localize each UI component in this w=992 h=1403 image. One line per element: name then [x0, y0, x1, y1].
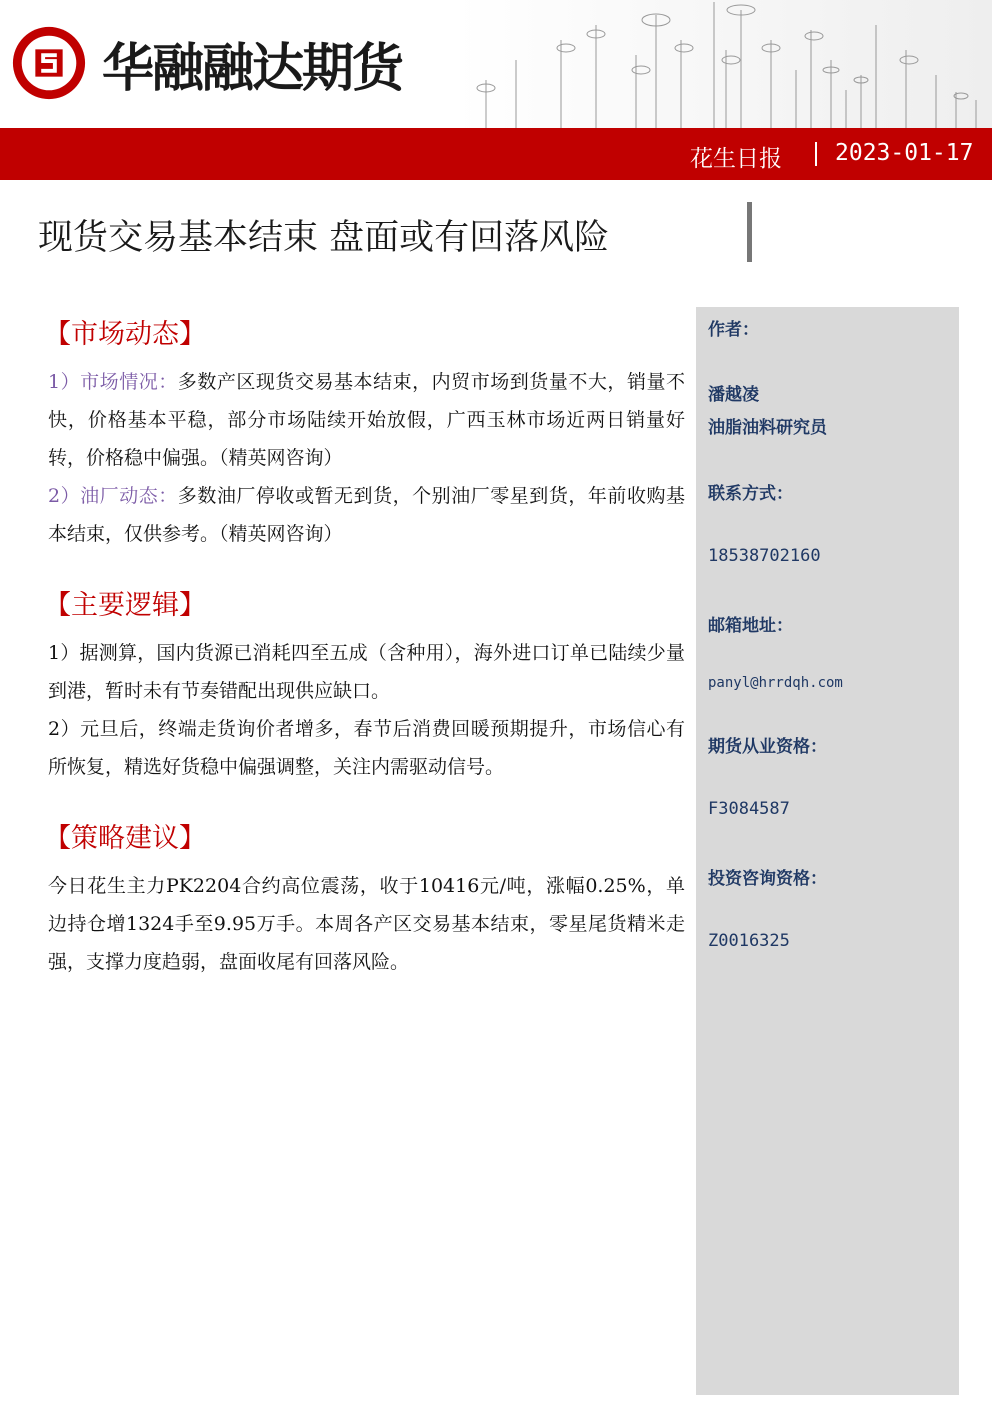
- section-title-market: 【市场动态】: [44, 319, 206, 350]
- company-name: 华融融达期货: [102, 38, 403, 99]
- header-decoration: [456, 0, 992, 128]
- strategy-text: 今日花生主力PK2204合约高位震荡，收于10416元/吨，涨幅0.25%，单边持仓增1324手至9.95万手。本周各产区交易基本结束，零星尾货精米走强，支撑力度趋弱，盘面收尾有回落风险。: [48, 875, 685, 973]
- market-item-2-text: 多数油厂停收或暂无到货，个别油厂零星到货，年前收购基本结束，仅供参考。（精英网咨询）: [48, 485, 685, 545]
- market-item-2-lead: 2）油厂动态：: [48, 485, 178, 507]
- market-item-2: [48, 477, 685, 553]
- market-item-1: [48, 363, 685, 477]
- advisory-qualification-label: 投资咨询资格：: [708, 869, 827, 889]
- report-date: 2023-01-17: [835, 140, 974, 166]
- advisory-qualification-number: Z0016325: [708, 931, 790, 951]
- author-label: 作者：: [708, 320, 759, 340]
- logo-emblem-icon: [10, 24, 88, 102]
- futures-qualification-number: F3084587: [708, 799, 790, 819]
- email-label: 邮箱地址：: [708, 616, 793, 636]
- market-section: [44, 312, 685, 553]
- author-name: 潘越凌: [708, 385, 759, 405]
- page-title: 现货交易基本结束 盘面或有回落风险: [38, 218, 610, 258]
- section-title-strategy: 【策略建议】: [44, 823, 206, 854]
- author-title: 油脂油料研究员: [708, 418, 827, 438]
- futures-qualification-label: 期货从业资格：: [708, 737, 827, 757]
- logic-section: [44, 583, 685, 786]
- market-item-1-lead: 1）市场情况：: [48, 371, 178, 393]
- section-title-logic: 【主要逻辑】: [44, 590, 206, 621]
- author-sidebar: [696, 307, 959, 1395]
- email-address: panyl@hrrdqh.com: [708, 675, 843, 691]
- title-divider: [747, 202, 752, 262]
- strategy-section: [44, 816, 685, 981]
- logic-item-1: 1）据测算，国内货源已消耗四至五成（含种用），海外进口订单已陆续少量到港，暂时未有节奏错配出现供应缺口。: [48, 642, 685, 702]
- company-logo: [10, 24, 402, 102]
- market-item-1-text: 多数产区现货交易基本结束，内贸市场到货量不大，销量不快，价格基本平稳，部分市场陆续开始放假，广西玉林市场近两日销量好转，价格稳中偏强。（精英网咨询）: [48, 371, 685, 469]
- header-separator: [815, 142, 817, 166]
- phone-number: 18538702160: [708, 546, 821, 566]
- logic-item-2: 2）元旦后，终端走货询价者增多，春节后消费回暖预期提升，市场信心有所恢复，精选好货稳中偏强调整，关注内需驱动信号。: [48, 718, 685, 778]
- contact-label: 联系方式：: [708, 484, 793, 504]
- main-content: [44, 312, 685, 1011]
- report-type: 花生日报: [690, 146, 782, 172]
